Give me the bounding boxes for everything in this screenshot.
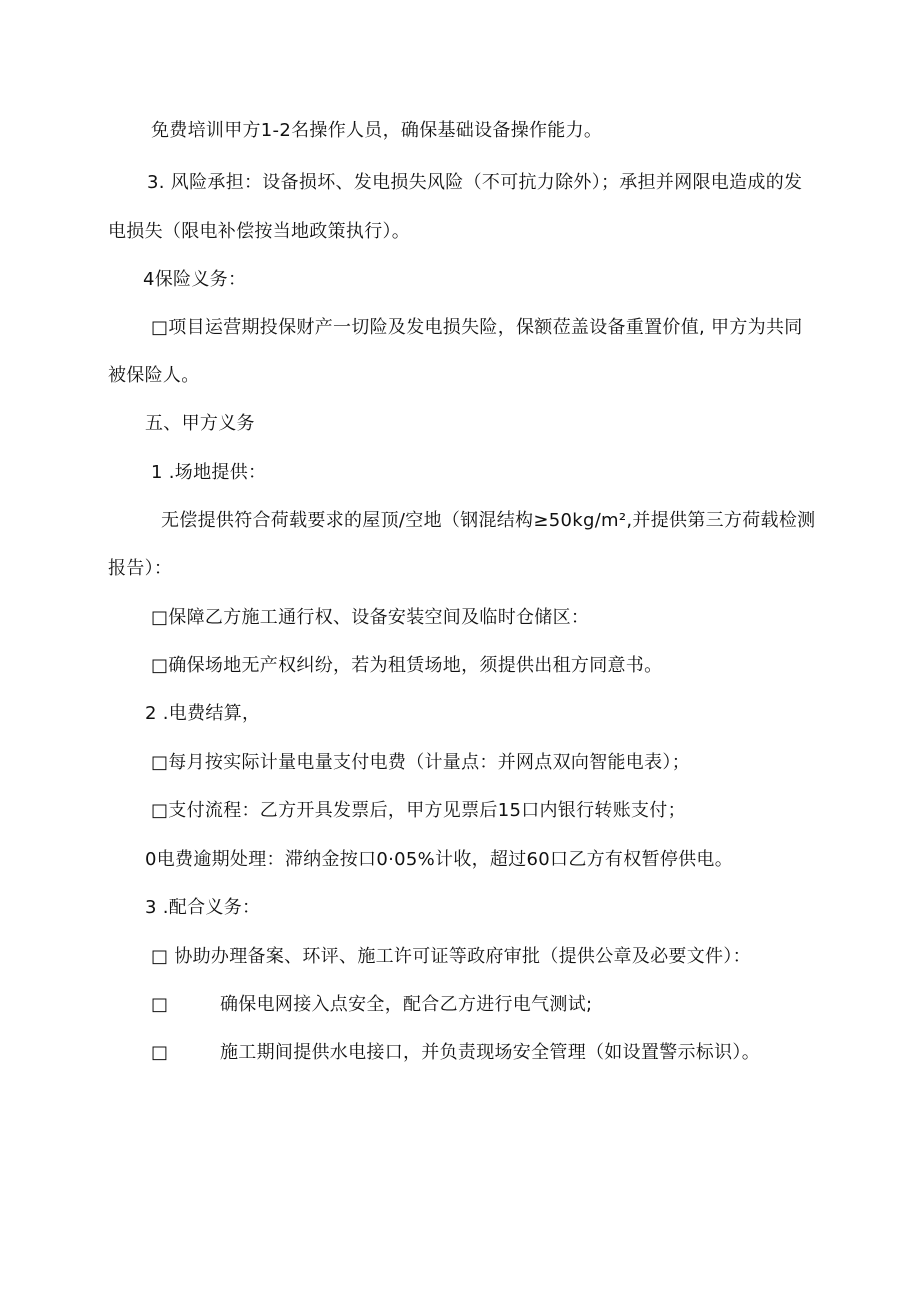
heading-billing: 2 .电费结算， xyxy=(145,703,261,724)
heading-insurance: 4保险义务： xyxy=(143,269,247,290)
bullet-property-rights: □确保场地无产权纠纷，若为租赁场地，须提供出租方同意书。 xyxy=(151,655,663,676)
paragraph-site-line2: 报告）： xyxy=(108,558,173,579)
heading-cooperation: 3 .配合义务： xyxy=(145,897,261,918)
section-heading-party-a: 五、甲方义务 xyxy=(145,413,255,434)
bullet-grid-safety: 确保电网接入点安全，配合乙方进行电气测试; xyxy=(220,994,593,1015)
bullet-site-management-box: □ xyxy=(151,1042,169,1063)
paragraph-risk-line1: 3. 风险承担：设备损坏、发电损失风险（不可抗力除外）；承担并网限电造成的发 xyxy=(147,172,803,193)
bullet-site-management: 施工期间提供水电接口，并负责现场安全管理（如设置警示标识）。 xyxy=(220,1042,760,1063)
bullet-access-rights: □保障乙方施工通行权、设备安装空间及临时仓储区： xyxy=(151,607,590,628)
bullet-approvals: □ 协助办理备案、环评、施工许可证等政府审批（提供公章及必要文件）： xyxy=(151,946,751,967)
paragraph-training: 免费培训甲方1-2名操作人员，确保基础设备操作能力。 xyxy=(151,120,603,141)
bullet-monthly-payment: □每月按实际计量电量支付电费（计量点：并网点双向智能电表）； xyxy=(151,752,691,773)
bullet-payment-process: □支付流程：乙方开具发票后，甲方见票后15口内银行转账支付； xyxy=(151,800,686,821)
paragraph-site-line1: 无偿提供符合荷载要求的屋顶/空地（钢混结构≥50kg∕m²,并提供第三方荷载检测 xyxy=(161,510,816,531)
bullet-overdue: 0电费逾期处理：滞纳金按口0·05%计收，超过60口乙方有权暂停供电。 xyxy=(145,849,734,870)
paragraph-insurance-line2: 被保险人。 xyxy=(108,365,200,386)
paragraph-risk-line2: 电损失（限电补偿按当地政策执行）。 xyxy=(108,221,411,242)
heading-site-provision: 1 .场地提供： xyxy=(151,462,267,483)
paragraph-insurance-line1: □项目运营期投保财产一切险及发电损失险，保额莅盖设备重置价值, 甲方为共同 xyxy=(151,317,803,338)
bullet-grid-safety-box: □ xyxy=(151,994,169,1015)
